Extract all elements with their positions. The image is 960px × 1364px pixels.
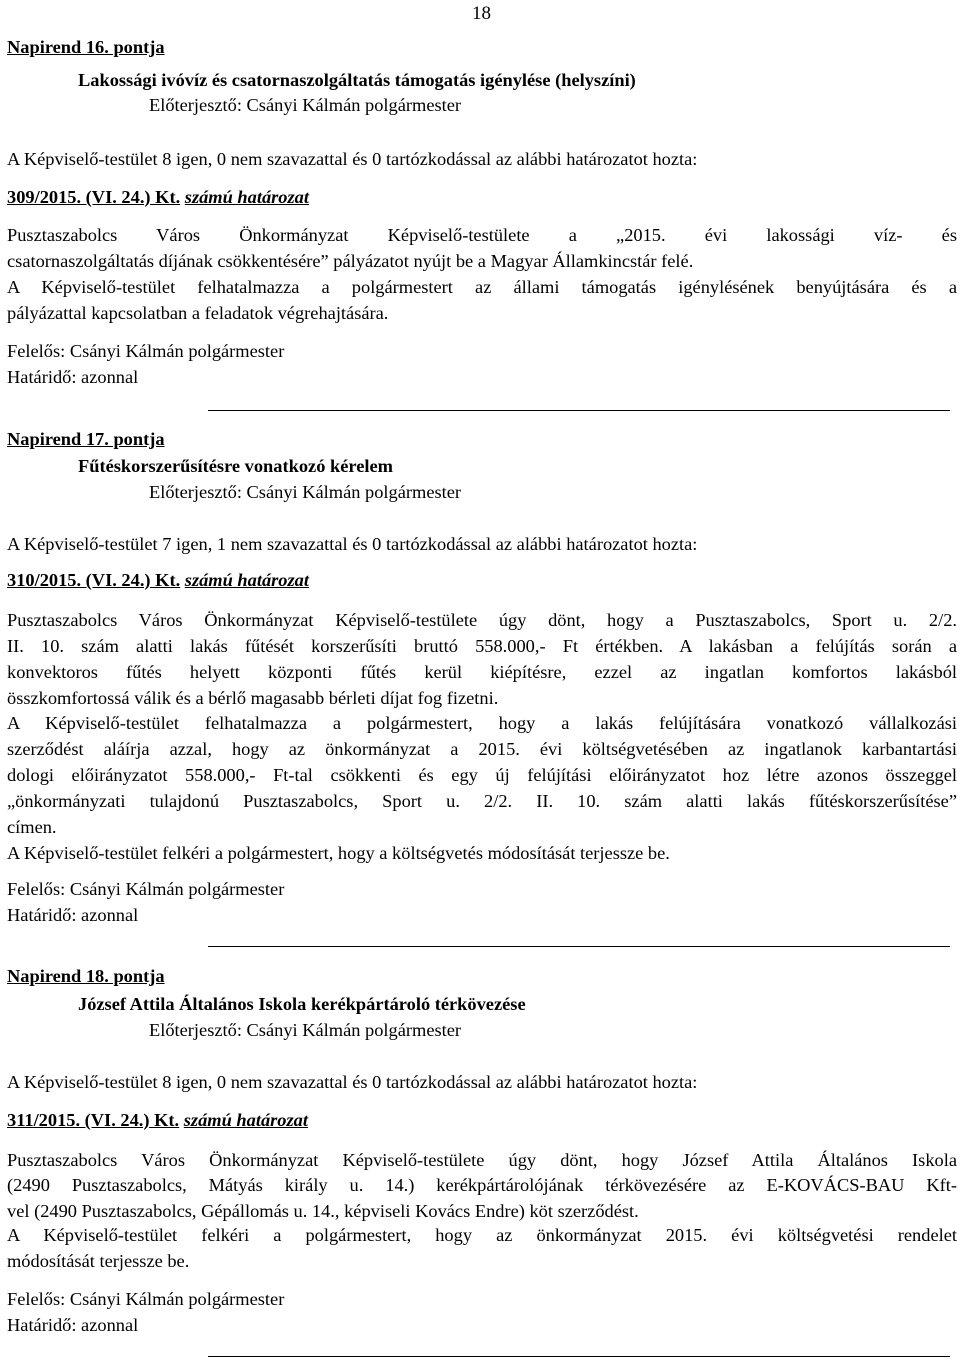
body-line: Pusztaszabolcs Város Önkormányzat Képviselő-testülete úgy dönt, hogy a Pusztaszabolcs, Sport u. 2/2. — [7, 610, 957, 630]
resolution-label: számú határozat — [184, 570, 309, 590]
body-line: dologi előirányzatot 558.000,- Ft-tal csökkenti és egy új felújítási előirányzatot hoz létre azonos összeggel — [7, 765, 957, 785]
body-line: A Képviselő-testület felkéri a polgármestert, hogy az önkormányzat 2015. évi költségvetési rendelet — [7, 1225, 957, 1245]
resolution-heading — [7, 1109, 308, 1131]
resolution-heading — [7, 569, 309, 591]
agenda-title: Lakossági ivóvíz és csatornaszolgáltatás támogatás igénylése (helyszíni) — [78, 70, 636, 90]
responsible: Felelős: Csányi Kálmán polgármester — [7, 341, 285, 361]
section-divider — [208, 1356, 950, 1357]
responsible: Felelős: Csányi Kálmán polgármester — [7, 879, 285, 899]
body-line: szerződést aláírja azzal, hogy az önkormányzat a 2015. évi költségvetésében az ingatlanok karbantartási — [7, 739, 957, 759]
presenter: Előterjesztő: Csányi Kálmán polgármester — [149, 1020, 462, 1040]
body-line: Pusztaszabolcs Város Önkormányzat Képviselő-testülete úgy dönt, hogy József Attila Általános Iskola — [7, 1150, 957, 1170]
body-line: „önkormányzati tulajdonú Pusztaszabolcs, Sport u. 2/2. II. 10. szám alatti lakás fűtéskorszerűsítése” — [7, 791, 957, 811]
vote-statement: A Képviselő-testület 8 igen, 0 nem szavazattal és 0 tartózkodással az alábbi határozatot hozta: — [7, 1072, 698, 1092]
agenda-title: József Attila Általános Iskola kerékpártároló térkövezése — [78, 994, 526, 1014]
body-line: módosítását terjessze be. — [7, 1251, 190, 1271]
section-divider — [208, 410, 950, 411]
section-divider — [208, 946, 950, 947]
body-line: II. 10. szám alatti lakás fűtését korszerűsíti bruttó 558.000,- Ft értékben. A lakásban a felújítás során a — [7, 636, 957, 656]
body-line: (2490 Pusztaszabolcs, Mátyás király u. 14.) kerékpártárolójának térkövezésére az E-KOVÁCS-BAU Kft- — [7, 1175, 957, 1195]
deadline: Határidő: azonnal — [7, 367, 139, 387]
body-line: összkomfortossá válik és a bérlő magasabb bérleti díjat fog fizetni. — [7, 688, 499, 708]
body-line: pályázattal kapcsolatban a feladatok végrehajtására. — [7, 303, 389, 323]
resolution-heading — [7, 186, 309, 208]
body-line: vel (2490 Pusztaszabolcs, Gépállomás u. 14., képviseli Kovács Endre) köt szerződést. — [7, 1201, 639, 1221]
body-line: csatornaszolgáltatás díjának csökkentésére” pályázatot nyújt be a Magyar Államkincstár felé. — [7, 251, 694, 271]
vote-statement: A Képviselő-testület 8 igen, 0 nem szavazattal és 0 tartózkodással az alábbi határozatot hozta: — [7, 149, 698, 169]
vote-statement: A Képviselő-testület 7 igen, 1 nem szavazattal és 0 tartózkodással az alábbi határozatot hozta: — [7, 534, 698, 554]
body-line: A Képviselő-testület felkéri a polgármestert, hogy a költségvetés módosítását terjessze be. — [7, 843, 670, 863]
resolution-number: 309/2015. (VI. 24.) Kt. — [7, 187, 181, 207]
page-number: 18 — [472, 3, 491, 24]
body-line: Pusztaszabolcs Város Önkormányzat Képviselő-testülete a „2015. évi lakossági víz- és — [7, 225, 957, 245]
deadline: Határidő: azonnal — [7, 905, 139, 925]
body-line: konvektoros fűtés helyett központi fűtés kerül kiépítésre, ezzel az ingatlan komfortos lakásból — [7, 662, 957, 682]
responsible: Felelős: Csányi Kálmán polgármester — [7, 1289, 285, 1309]
resolution-number: 311/2015. (VI. 24.) Kt. — [7, 1110, 180, 1130]
presenter: Előterjesztő: Csányi Kálmán polgármester — [149, 95, 462, 115]
body-line: A Képviselő-testület felhatalmazza a polgármestert az állami támogatás igénylésének benyújtására és a — [7, 277, 957, 297]
agenda-heading: Napirend 18. pontja — [7, 966, 165, 986]
agenda-heading: Napirend 17. pontja — [7, 429, 165, 449]
agenda-heading: Napirend 16. pontja — [7, 37, 165, 57]
presenter: Előterjesztő: Csányi Kálmán polgármester — [149, 482, 462, 502]
resolution-label: számú határozat — [183, 1110, 308, 1130]
body-line: címen. — [7, 817, 57, 837]
body-line: A Képviselő-testület felhatalmazza a polgármestert, hogy a lakás felújítására vonatkozó vállalkozási — [7, 713, 957, 733]
resolution-number: 310/2015. (VI. 24.) Kt. — [7, 570, 181, 590]
agenda-title: Fűtéskorszerűsítésre vonatkozó kérelem — [78, 456, 393, 476]
deadline: Határidő: azonnal — [7, 1315, 139, 1335]
resolution-label: számú határozat — [184, 187, 309, 207]
